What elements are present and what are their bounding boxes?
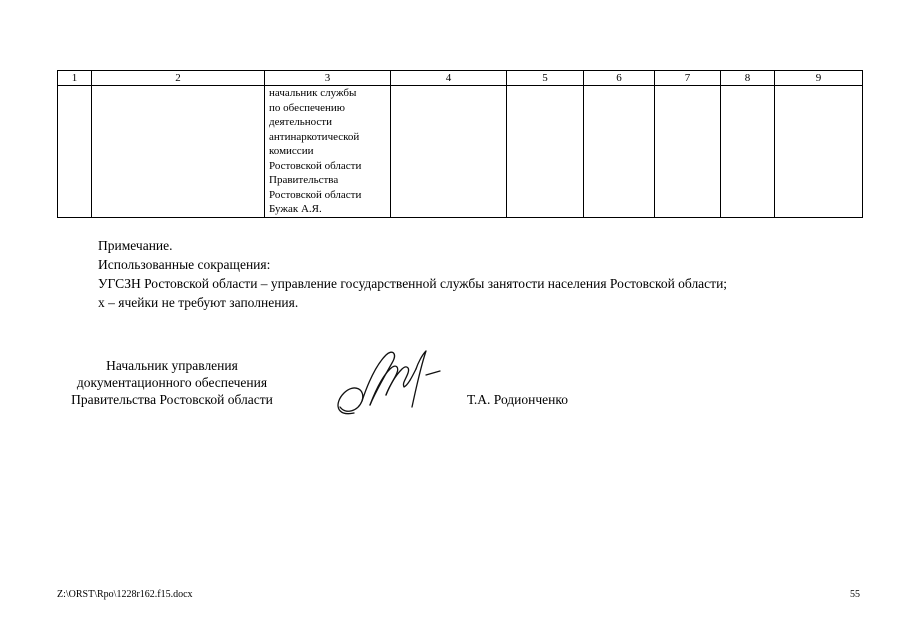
note-block (98, 236, 727, 312)
signer-title: Начальник управления документационного обеспечения Правительства Ростовской области (71, 358, 273, 407)
responsible-person-text: начальник службы по обеспечению деятельности антинаркотической комиссии Ростовской области Правительства Ростовской области Бужак А.Я. (269, 87, 362, 215)
column-header-4: 4 (391, 71, 507, 86)
column-header-3: 3 (265, 71, 391, 86)
continuation-table (57, 70, 863, 218)
table-cell-7 (655, 86, 721, 218)
table-cell-5 (507, 86, 584, 218)
table-cell-1 (58, 86, 92, 218)
signature-image (332, 345, 442, 425)
abbreviations-heading: Использованные сокращения: (98, 257, 271, 272)
abbreviation-ugszn: УГСЗН Ростовской области – управление государственной службы занятости населения Ростовской области; (98, 276, 728, 291)
column-header-6: 6 (584, 71, 655, 86)
page-number: 55 (850, 589, 860, 600)
table-cell-9 (775, 86, 863, 218)
file-path: Z:\ORST\Rpo\1228r162.f15.docx (57, 589, 193, 600)
column-header-2: 2 (92, 71, 265, 86)
note-title: Примечание. (98, 238, 173, 253)
table-header-row (58, 71, 863, 86)
table-cell-4 (391, 86, 507, 218)
column-header-5: 5 (507, 71, 584, 86)
column-header-1: 1 (58, 71, 92, 86)
table-cell-2 (92, 86, 265, 218)
column-header-9: 9 (775, 71, 863, 86)
column-header-8: 8 (721, 71, 775, 86)
table-cell-8 (721, 86, 775, 218)
signer-name: Т.А. Родионченко (467, 392, 568, 407)
table-cell-3 (265, 86, 391, 218)
table-cell-6 (584, 86, 655, 218)
table-row (58, 86, 863, 218)
column-header-7: 7 (655, 71, 721, 86)
abbreviation-x: х – ячейки не требуют заполнения. (98, 295, 299, 310)
